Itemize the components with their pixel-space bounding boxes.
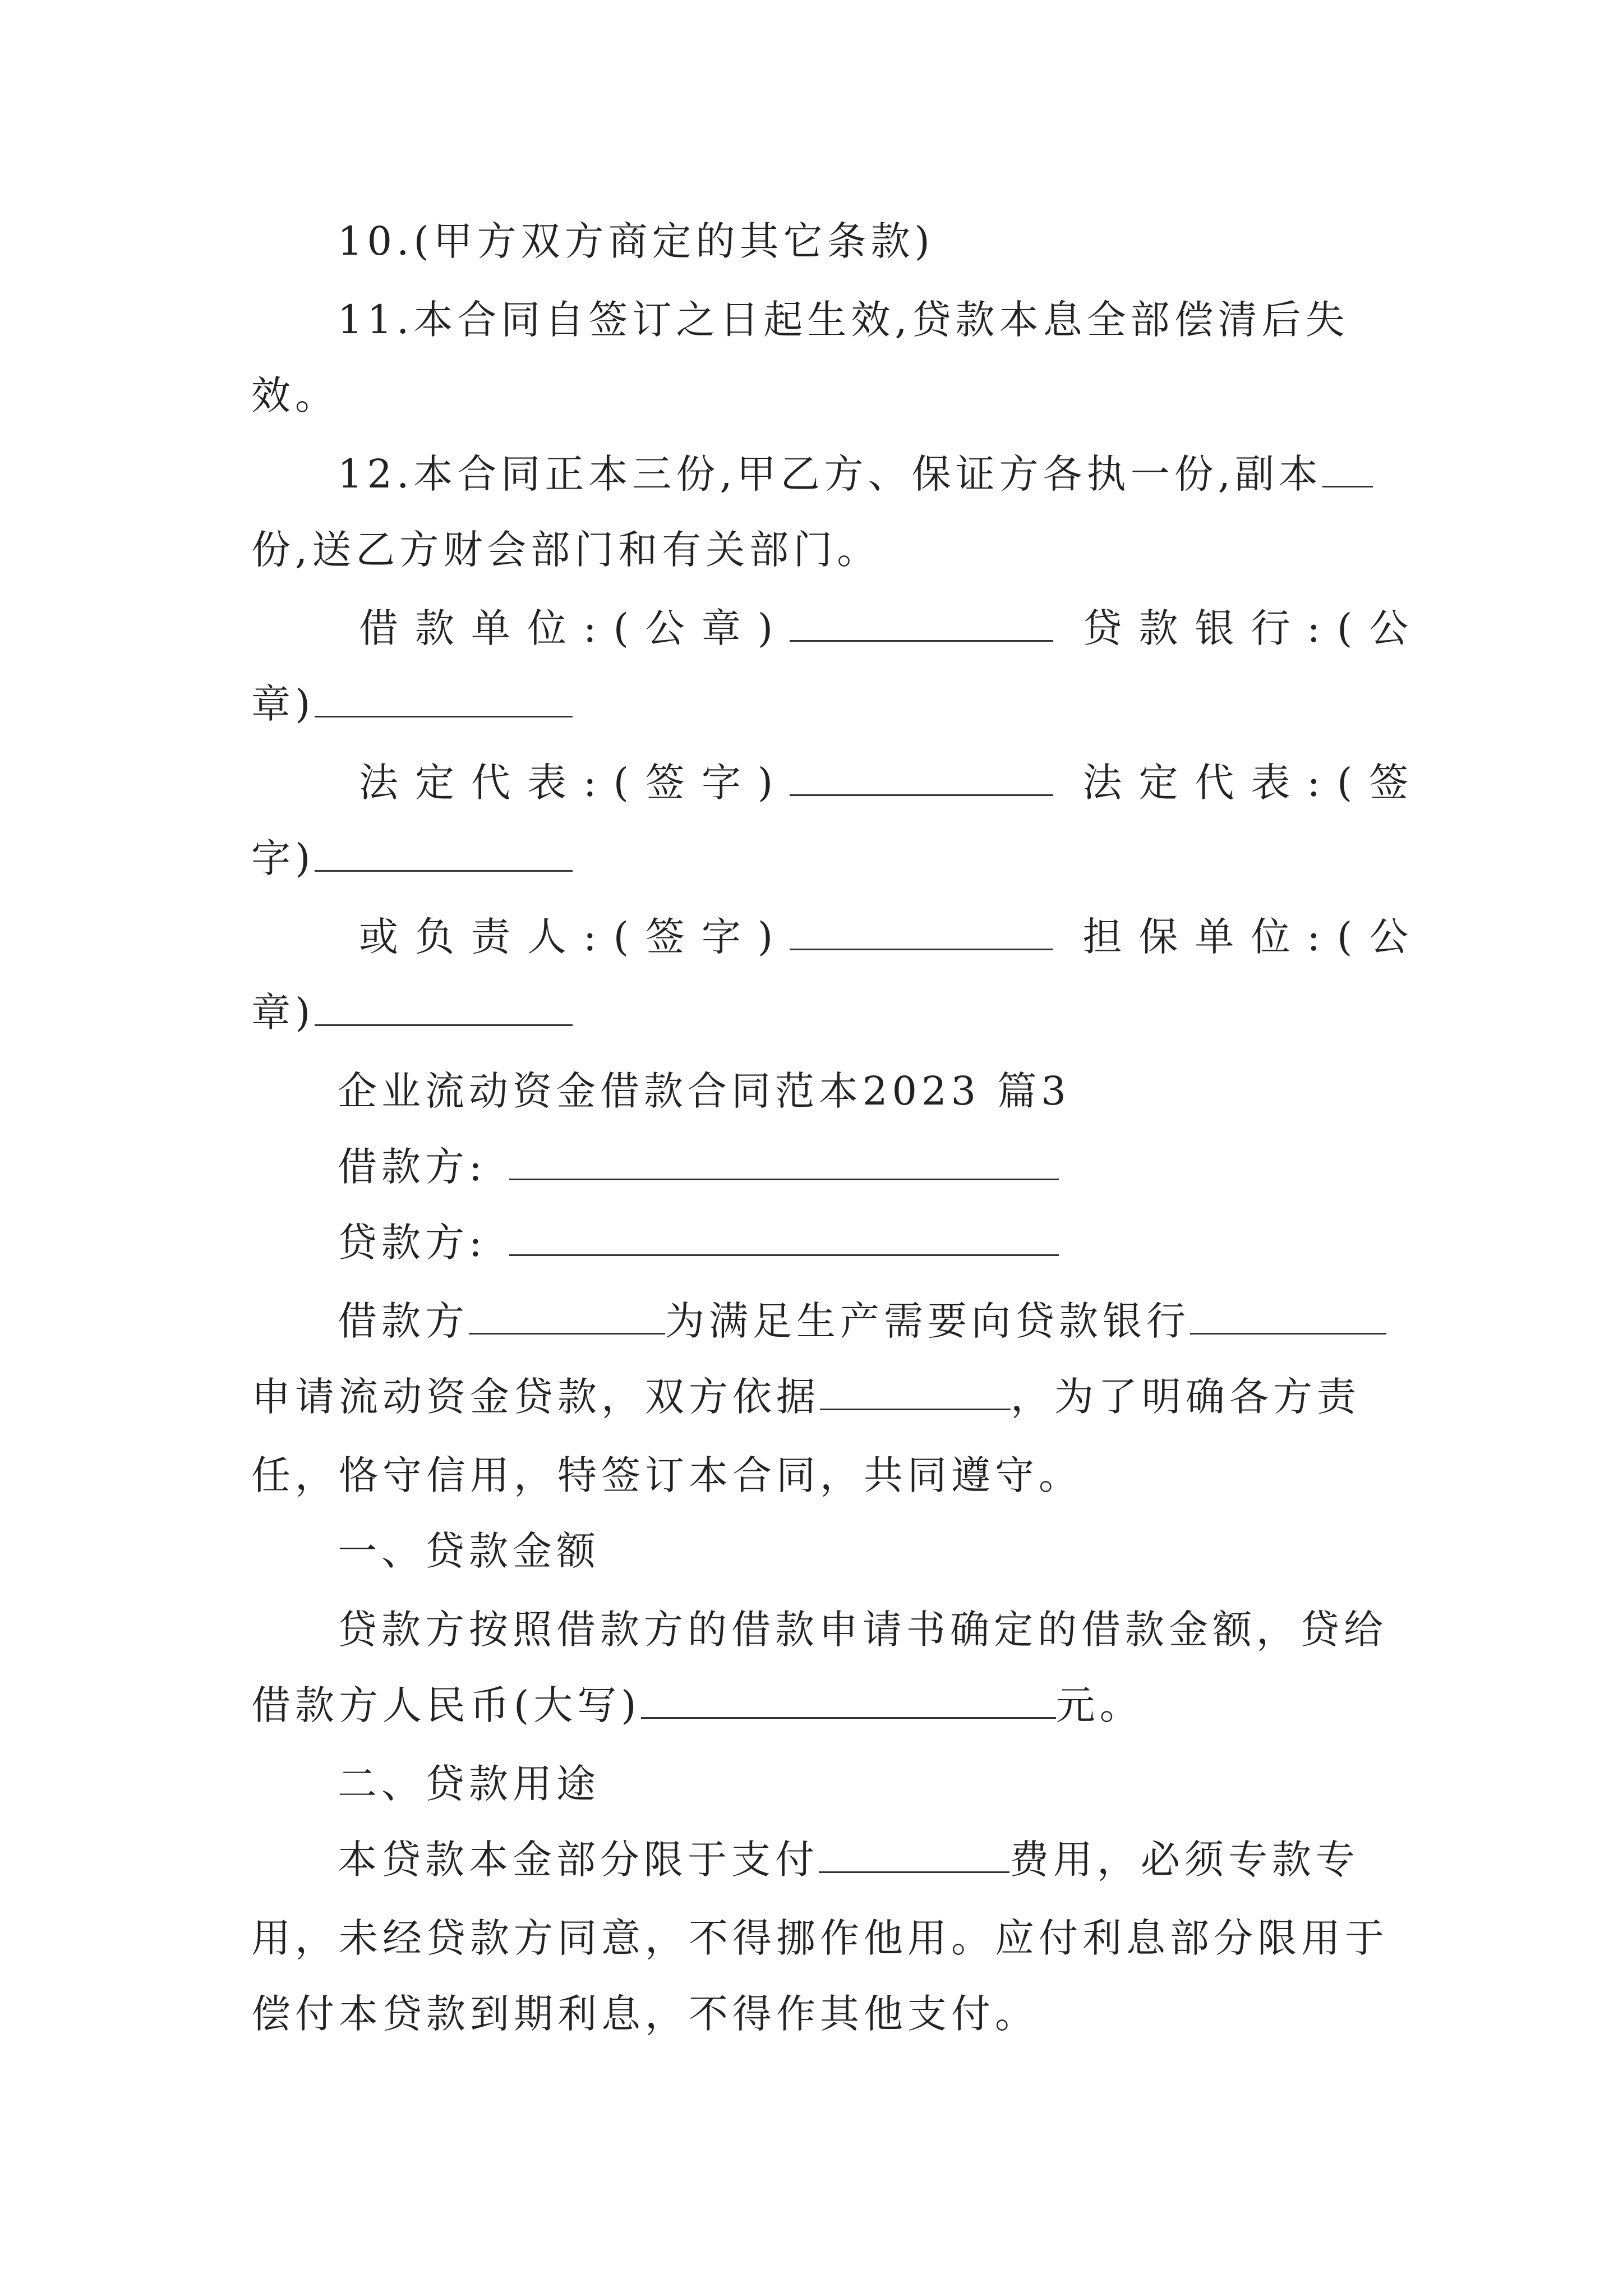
borrower-blank [509,1142,1059,1180]
bank-rep-signature-blank [315,833,573,872]
preamble-line-2: 申请流动资金贷款，双方依据 ，为了明确各方责 [251,1369,1390,1425]
bank-name-blank [1190,1296,1386,1335]
expense-blank [819,1834,1009,1873]
signature-line-responsible: 或负责人:(签字) 担保单位:(公 [359,909,1391,965]
article-1-heading: 一、贷款金额 [338,1528,600,1574]
article-1-amount: 借款方人民币(大写) 元。 [251,1677,1390,1733]
article-2-body-2: 用，未经贷款方同意，不得挪作他用。应付利息部分限用于 [251,1915,1389,1961]
bank-seal-blank [315,679,573,717]
amount-blank [641,1680,1056,1719]
borrower-field: 借款方: [338,1139,1390,1195]
signature-line-guarantor: 章) [251,984,1390,1041]
preamble-line-1: 借款方 为满足生产需要向贷款银行 [338,1293,1390,1349]
clause-10: 10.(甲方双方商定的其它条款) [338,218,934,264]
section-heading: 企业流动资金借款合同范本2023 篇3 [338,1068,1071,1114]
article-2-body-3: 偿付本贷款到期利息，不得作其他支付。 [251,1991,1039,2037]
basis-blank [820,1372,1011,1410]
legal-rep-signature-blank [790,757,1053,796]
signature-line-bank-seal: 章) [251,676,1390,732]
clause-11: 11.本合同自签订之日起生效,贷款本息全部偿清后失 [338,297,1349,343]
clause-11-continued: 效。 [251,372,339,418]
lender-blank [509,1217,1059,1256]
lender-field: 贷款方: [338,1214,1390,1271]
responsible-signature-blank [790,912,1053,950]
preamble-line-3: 任，恪守信用，特签订本合同，共同遵守。 [251,1452,1082,1498]
signature-line-borrower: 借款单位:(公章) 贷款银行:(公 [359,600,1391,656]
signature-line-legal-rep: 法定代表:(签字) 法定代表:(签 [359,754,1391,811]
article-2-body-1: 本贷款本金部分限于支付 费用，必须专款专 [338,1832,1390,1888]
borrower-name-blank [469,1296,665,1335]
clause-12-continued: 份,送乙方财会部门和有关部门。 [251,527,881,573]
clause-12: 12.本合同正本三份,甲乙方、保证方各执一份,副本 [338,446,1390,502]
borrower-seal-blank [790,603,1053,642]
copies-blank [1322,449,1373,487]
signature-line-bank-rep: 字) [251,830,1390,886]
guarantor-seal-blank [315,987,573,1026]
article-2-heading: 二、贷款用途 [338,1761,600,1807]
article-1-body: 贷款方按照借款方的借款申请书确定的借款金额，贷给 [338,1607,1387,1653]
